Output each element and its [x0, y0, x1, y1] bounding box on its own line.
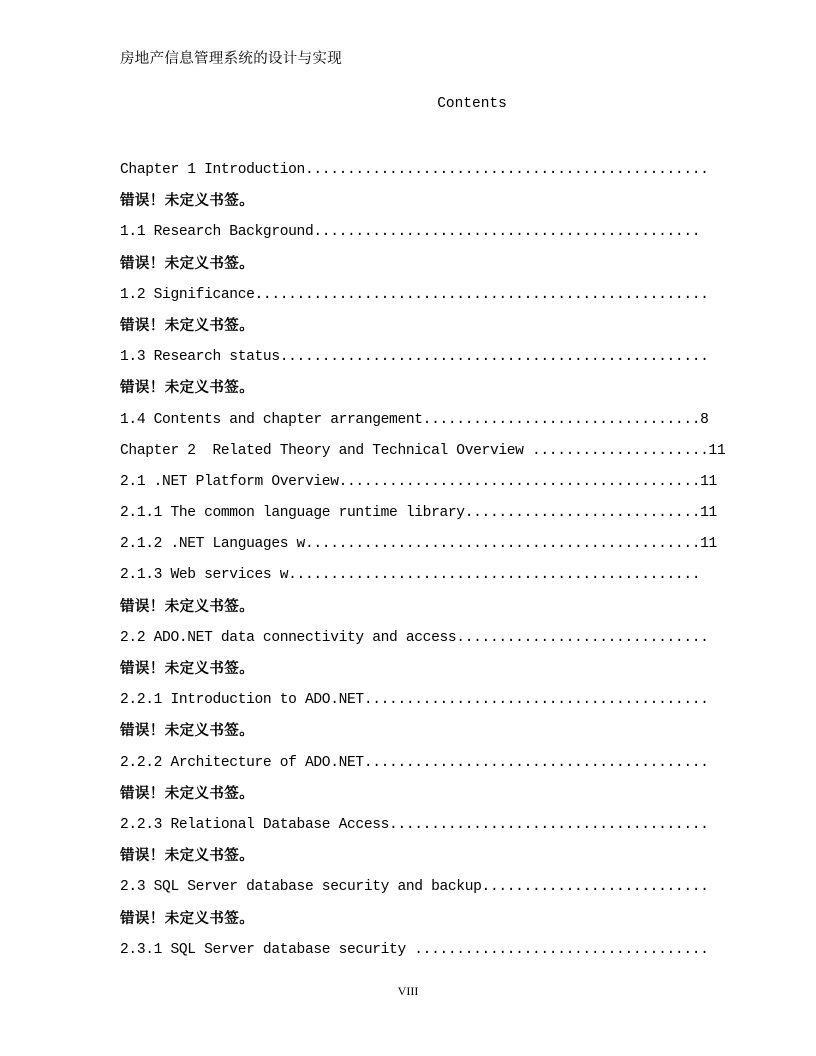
running-header: 房地产信息管理系统的设计与实现	[120, 51, 342, 67]
toc-bookmark-error: 错误！未定义书签。	[120, 848, 255, 865]
toc-entry[interactable]: 2.1.1 The common language runtime library............................11	[120, 505, 717, 522]
toc-bookmark-error: 错误！未定义书签。	[120, 255, 255, 272]
table-of-contents	[120, 155, 726, 966]
toc-entry[interactable]: 2.3 SQL Server database security and backup...........................	[120, 879, 709, 896]
toc-entry[interactable]: 2.2.1 Introduction to ADO.NET.........................................	[120, 692, 709, 709]
toc-bookmark-error: 错误！未定义书签。	[120, 598, 255, 615]
toc-entry[interactable]: 1.4 Contents and chapter arrangement.................................8	[120, 411, 709, 428]
toc-entry[interactable]: 2.3.1 SQL Server database security ...................................	[120, 941, 709, 958]
toc-bookmark-error: 错误！未定义书签。	[120, 723, 255, 740]
toc-bookmark-error: 错误！未定义书签。	[120, 193, 255, 210]
toc-bookmark-error: 错误！未定义书签。	[120, 661, 255, 677]
toc-bookmark-error: 错误！未定义书签。	[120, 380, 255, 397]
toc-entry[interactable]: 1.1 Research Background..............................................	[120, 224, 701, 241]
toc-bookmark-error: 错误！未定义书签。	[120, 910, 255, 927]
toc-entry[interactable]: 2.2 ADO.NET data connectivity and access..............................	[120, 629, 709, 646]
page-number: VIII	[397, 984, 419, 998]
toc-title: Contents	[437, 96, 507, 112]
toc-bookmark-error: 错误！未定义书签。	[120, 317, 255, 334]
toc-bookmark-error: 错误！未定义书签。	[120, 785, 255, 802]
toc-entry[interactable]: 2.1.3 Web services w.................................................	[120, 567, 701, 584]
toc-entry[interactable]: 1.2 Significance......................................................	[120, 286, 709, 303]
toc-entry[interactable]: Chapter 1 Introduction................................................	[120, 162, 709, 178]
toc-entry[interactable]: 2.1 .NET Platform Overview...........................................11	[120, 473, 717, 490]
toc-entry[interactable]: 2.2.2 Architecture of ADO.NET.........................................	[120, 754, 709, 771]
toc-entry[interactable]: 1.3 Research status...................................................	[120, 349, 709, 366]
toc-entry[interactable]: Chapter 2 Related Theory and Technical Overview .....................11	[120, 442, 726, 459]
toc-entry[interactable]: 2.1.2 .NET Languages w...............................................11	[120, 536, 717, 553]
toc-entry[interactable]: 2.2.3 Relational Database Access......................................	[120, 816, 709, 833]
